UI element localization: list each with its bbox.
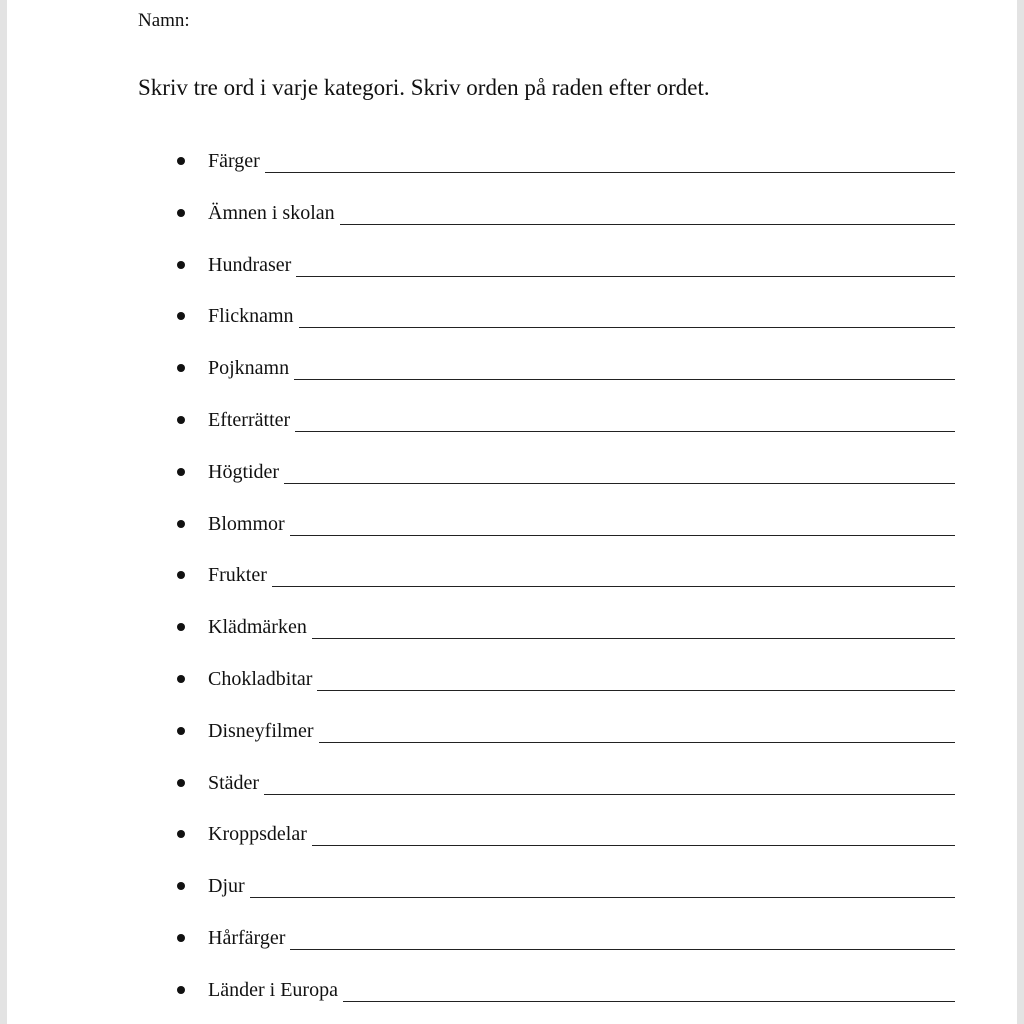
category-item: [7, 353, 1017, 405]
answer-line: [296, 276, 955, 277]
viewer-edge-left: [0, 0, 7, 1024]
answer-line: [299, 327, 955, 328]
bullet-icon: [177, 571, 185, 579]
bullet-icon: [177, 312, 185, 320]
answer-line: [319, 742, 955, 743]
category-label: Efterrätter: [208, 408, 291, 431]
answer-line: [250, 897, 955, 898]
bullet-icon: [177, 934, 185, 942]
category-label: Flicknamn: [208, 305, 294, 328]
category-label: Länder i Europa: [208, 978, 338, 1001]
category-item: [7, 198, 1017, 250]
bullet-icon: [177, 675, 185, 683]
answer-line: [340, 224, 955, 225]
answer-line: [290, 949, 955, 950]
bullet-icon: [177, 520, 185, 528]
category-item: [7, 146, 1017, 198]
category-item: [7, 716, 1017, 768]
worksheet-page: [7, 0, 1017, 1024]
category-item: [7, 457, 1017, 509]
answer-line: [317, 690, 955, 691]
bullet-icon: [177, 157, 185, 165]
answer-line: [290, 535, 955, 536]
answer-line: [294, 379, 955, 380]
bullet-icon: [177, 779, 185, 787]
answer-line: [284, 483, 955, 484]
bullet-icon: [177, 416, 185, 424]
category-item: [7, 560, 1017, 612]
answer-line: [312, 638, 955, 639]
bullet-icon: [177, 727, 185, 735]
category-item: [7, 250, 1017, 302]
category-item: [7, 509, 1017, 561]
category-label: Disneyfilmer: [208, 719, 314, 742]
category-label: Ämnen i skolan: [208, 201, 335, 224]
category-label: Djur: [208, 875, 245, 898]
category-item: [7, 664, 1017, 716]
answer-line: [265, 172, 955, 173]
category-label: Städer: [208, 771, 260, 794]
bullet-icon: [177, 623, 185, 631]
answer-line: [264, 794, 955, 795]
instructions-text: Skriv tre ord i varje kategori. Skriv orden på raden efter ordet.: [138, 75, 710, 100]
answer-line: [272, 586, 955, 587]
category-item: [7, 819, 1017, 871]
category-item: [7, 923, 1017, 975]
category-item: [7, 975, 1017, 1024]
bullet-icon: [177, 261, 185, 269]
category-label: Blommor: [208, 512, 285, 535]
category-label: Chokladbitar: [208, 667, 313, 690]
category-label: Kroppsdelar: [208, 823, 307, 846]
category-label: Färger: [208, 150, 260, 172]
category-label: Högtider: [208, 460, 280, 483]
category-label: Pojknamn: [208, 357, 290, 380]
viewer-edge-right: [1017, 0, 1024, 1024]
bullet-icon: [177, 882, 185, 890]
bullet-icon: [177, 468, 185, 476]
bullet-icon: [177, 209, 185, 217]
category-item: [7, 405, 1017, 457]
answer-line: [295, 431, 955, 432]
category-item: [7, 871, 1017, 923]
category-label: Hundraser: [208, 253, 292, 276]
category-item: [7, 612, 1017, 664]
category-list: [7, 146, 1017, 1024]
category-label: Klädmärken: [208, 616, 307, 639]
category-label: Frukter: [208, 564, 267, 587]
bullet-icon: [177, 830, 185, 838]
answer-line: [312, 845, 955, 846]
category-item: [7, 301, 1017, 353]
category-item: [7, 768, 1017, 820]
category-label: Hårfärger: [208, 926, 286, 949]
bullet-icon: [177, 986, 185, 994]
bullet-icon: [177, 364, 185, 372]
answer-line: [343, 1001, 955, 1002]
name-label: Namn:: [138, 10, 190, 31]
